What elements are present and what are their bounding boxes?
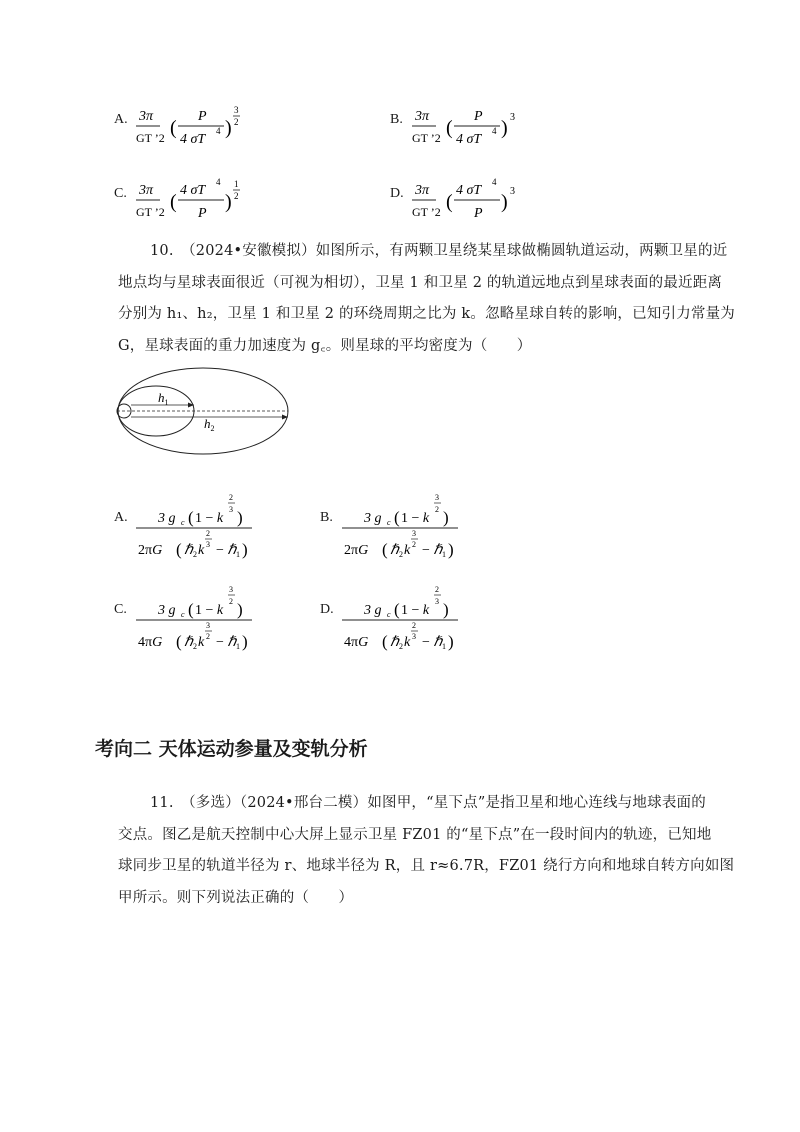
svg-text:− ℏ: − ℏ [422,543,443,558]
svg-text:3: 3 [510,112,515,123]
svg-text:2: 2 [234,117,239,127]
svg-text:k: k [404,635,411,650]
svg-text:1 − k: 1 − k [401,511,430,526]
svg-text:2: 2 [412,621,416,630]
q9-option-b[interactable] [390,102,590,152]
svg-text:4πG: 4πG [138,635,163,650]
svg-text:1 − k: 1 − k [401,603,430,618]
svg-text:1: 1 [442,550,446,559]
formula [412,102,582,152]
svg-text:3: 3 [435,597,439,606]
svg-text:1: 1 [442,642,446,651]
q11-line-4: 甲所示。则下列说法正确的（ ） [118,889,354,906]
svg-text:3π: 3π [415,183,430,198]
svg-text:2: 2 [435,505,439,514]
svg-text:k: k [198,635,205,650]
svg-text:4 σT: 4 σT [456,183,482,198]
svg-text:3: 3 [412,632,416,641]
svg-text:GT ’2: GT ’2 [412,131,441,145]
svg-text:): ) [225,191,232,213]
gt-denom: GT ’2 [136,131,165,145]
svg-text:ℏ: ℏ [184,635,193,650]
orbit-diagram [108,364,298,464]
svg-text:(: ( [188,508,194,527]
svg-text:2: 2 [399,550,403,559]
svg-text:2: 2 [193,642,197,651]
svg-text:(: ( [170,117,177,139]
svg-text:2: 2 [206,529,210,538]
q10-option-b[interactable]: B. 3 g c ( 1 − k 3 2 ) 2πG ( ℏ 2 k 3 2 − ℏ 1 ) [320,490,500,564]
svg-text:): ) [237,600,243,619]
svg-text:ℏ: ℏ [390,543,399,558]
svg-text:2: 2 [193,550,197,559]
h2-label: $h_2$ [204,416,215,433]
svg-text:3: 3 [206,540,210,549]
svg-text:P: P [198,206,207,221]
svg-text:1: 1 [236,642,240,651]
formula [136,490,286,564]
option-letter: B. [390,112,403,127]
svg-text:3: 3 [510,186,515,197]
svg-text:3: 3 [435,493,439,502]
svg-text:(: ( [188,600,194,619]
svg-text:2: 2 [435,585,439,594]
svg-text:3: 3 [229,505,233,514]
svg-text:3 g: 3 g [158,603,176,618]
svg-text:4: 4 [492,177,497,187]
svg-text:3π: 3π [139,183,154,198]
svg-text:(: ( [176,632,182,651]
option-letter: C. [114,186,127,201]
svg-text:ℏ: ℏ [390,635,399,650]
svg-text:2πG: 2πG [344,543,369,558]
svg-text:c: c [181,518,185,527]
svg-text:): ) [448,540,454,559]
svg-text:3π: 3π [415,109,430,124]
h1-label: $h_1$ [158,390,169,407]
svg-text:4πG: 4πG [344,635,369,650]
formula [412,176,582,226]
svg-text:3 g: 3 g [364,511,382,526]
svg-text:): ) [225,117,232,139]
q10-line-3: 分别为 h₁、h₂，卫星 1 和卫星 2 的环绕周期之比为 k。忽略星球自转的影响，已知引力常量为 [118,306,735,322]
svg-text:4: 4 [216,177,221,187]
svg-text:4: 4 [216,126,221,136]
svg-text:): ) [443,600,449,619]
option-letter: D. [390,186,404,201]
q10-line-1: 10. （2024•安徽模拟）如图所示，有两颗卫星绕某星球做椭圆轨道运动，两颗卫星的近 [150,243,728,259]
svg-text:): ) [237,508,243,527]
svg-text:k: k [198,543,205,558]
svg-text:2: 2 [229,597,233,606]
svg-text:3: 3 [412,529,416,538]
svg-text:− ℏ: − ℏ [422,635,443,650]
svg-text:(: ( [176,540,182,559]
svg-text:2: 2 [412,540,416,549]
svg-text:4 σT: 4 σT [180,183,206,198]
svg-text:): ) [242,632,248,651]
svg-text:2: 2 [206,632,210,641]
svg-text:ℏ: ℏ [184,543,193,558]
svg-text:1 − k: 1 − k [195,603,224,618]
svg-text:): ) [242,540,248,559]
q11-question-text [118,788,735,914]
svg-text:4: 4 [492,126,497,136]
svg-text:3: 3 [234,105,239,115]
svg-text:): ) [448,632,454,651]
svg-text:P: P [474,206,483,221]
svg-text:− ℏ: − ℏ [216,635,237,650]
svg-text:(: ( [394,508,400,527]
q11-line-1: 11. （多选）（2024•邢台二模）如图甲，“星下点”是指卫星和地心连线与地球表面的 [150,795,706,811]
svg-text:1: 1 [234,179,239,189]
formula [342,582,492,656]
svg-text:c: c [387,518,391,527]
three-pi: 3π [139,109,154,124]
q11-line-2: 交点。图乙是航天控制中心大屏上显示卫星 FZ01 的“星下点”在一段时间内的轨迹，已知地 [118,826,712,843]
svg-text:2πG: 2πG [138,543,163,558]
svg-text:(: ( [382,540,388,559]
svg-text:): ) [443,508,449,527]
svg-text:4 σT: 4 σT [456,132,482,147]
formula [136,582,286,656]
svg-text:3 g: 3 g [158,511,176,526]
svg-text:2: 2 [234,191,239,201]
svg-text:3: 3 [229,585,233,594]
q9-option-a[interactable] [114,102,314,152]
svg-text:1 − k: 1 − k [195,511,224,526]
formula [136,176,306,226]
q10-question-text [118,236,735,362]
q10-option-a[interactable]: A. 3 g c ( 1 − k 2 3 ) 2πG ( ℏ 2 k 2 3 − ℏ 1 ) [114,490,294,564]
svg-text:(: ( [382,632,388,651]
svg-text:1: 1 [236,550,240,559]
numerator-p: P [198,109,207,124]
q10-line-2: 地点均与星球表面很近（可视为相切），卫星 1 和卫星 2 的轨道远地点到星球表面的最近距离 [118,274,723,291]
q10-line-4: G，星球表面的重力加速度为 g꜀。则星球的平均密度为（ ） [118,337,532,354]
q9-option-d[interactable] [390,176,590,226]
svg-text:c: c [181,610,185,619]
q9-option-c[interactable] [114,176,314,226]
svg-text:3: 3 [206,621,210,630]
svg-text:2: 2 [399,642,403,651]
svg-text:(: ( [446,191,453,213]
svg-text:P: P [474,109,483,124]
svg-text:GT ’2: GT ’2 [412,205,441,219]
option-letter: A. [114,112,128,127]
svg-text:(: ( [446,117,453,139]
svg-text:): ) [501,117,508,139]
svg-text:4 σT: 4 σT [180,132,206,147]
q11-line-3: 球同步卫星的轨道半径为 r、地球半径为 R，且 r≈6.7R，FZ01 绕行方向和地球自转方向如图 [118,858,735,874]
svg-text:(: ( [170,191,177,213]
section-title: 考向二 天体运动参量及变轨分析 [95,738,368,760]
svg-text:k: k [404,543,411,558]
q10-option-d[interactable]: D. 3 g c ( 1 − k 2 3 ) 4πG ( ℏ 2 k 2 3 − ℏ 1 ) [320,582,500,656]
svg-text:): ) [501,191,508,213]
svg-text:c: c [387,610,391,619]
svg-text:GT ’2: GT ’2 [136,205,165,219]
svg-text:− ℏ: − ℏ [216,543,237,558]
svg-text:3 g: 3 g [364,603,382,618]
formula [136,102,306,152]
svg-text:(: ( [394,600,400,619]
q10-option-c[interactable]: C. 3 g c ( 1 − k 3 2 ) 4πG ( ℏ 2 k 3 2 − ℏ 1 ) [114,582,294,656]
formula [342,490,492,564]
svg-text:2: 2 [229,493,233,502]
